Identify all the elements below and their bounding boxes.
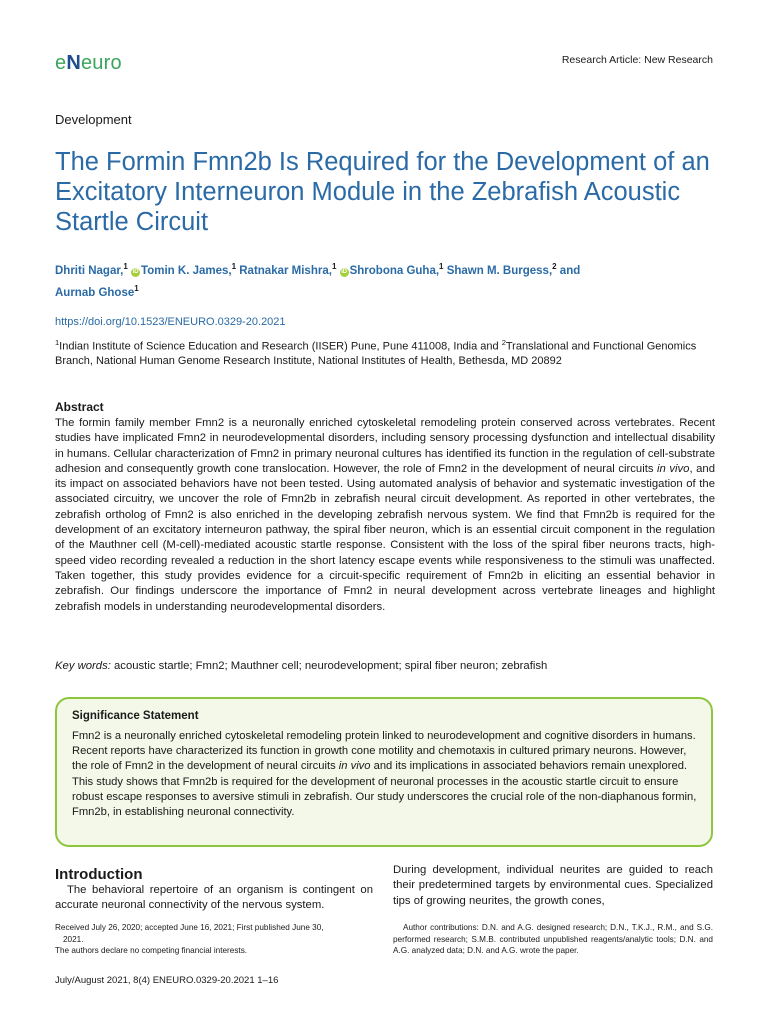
keywords-label: Key words: [55, 660, 111, 672]
significance-italic: in vivo [338, 760, 371, 773]
affiliation-marker: 1 [55, 338, 60, 347]
author-name[interactable]: Tomin K. James, [141, 264, 232, 277]
article-type: Research Article: New Research [561, 54, 713, 66]
affiliation-text: Indian Institute of Science Education and Research (IISER) Pune, Pune 411008, India and [59, 340, 502, 353]
affiliation-text: Translational and Functional Genomics Branch, National Human Genome Research Institute, National Institutes of Health, Bethesda, MD 20892 [55, 340, 697, 368]
significance-text: and its implications in associated behaviors remain unexplored. This study shows that Fmn2b is required for the development of neuronal processes in the acoustic startle circuit to ensure robust escape responses to aversive stimuli in zebrafish. Our study underscores the crucial role of the non-diaphanous formin, Fmn2b, in establishing neuronal connectivity. [72, 760, 697, 819]
affiliation-marker: 2 [501, 338, 506, 347]
abstract-text: , and its impact on associated behaviors have not been tested. Using automated analysis of behavior and systematic investigation of the associated circuitry, we uncover the role of Fmn2b in zebrafish neural circuit development. As reported in other vertebrates, the zebrafish ortholog of Fmn2 is also enriched in the developing zebrafish nervous system. We find that Fmn2b is required for the development of an excitatory interneuron pathway, the spiral fiber neuron, which is an essential circuit component in the regulation of the Mauthner cell (M-cell)-mediated acoustic startle response. Consistent with the loss of the spiral fiber neurons tracts, high-speed video recording revealed a reduction in the short latency escape events while responsiveness to the stimuli was unaffected. Taken together, this study provides evidence for a circuit-specific requirement of Fmn2b in eliciting an essential behavior in zebrafish. Our findings underscore the importance of Fmn2 in neural development across vertebrate lineages and highlight zebrafish models in understanding neurodevelopmental disorders. [55, 462, 715, 613]
author-name[interactable]: Dhriti Nagar, [55, 264, 124, 277]
abstract-italic: in vivo [657, 462, 690, 475]
journal-logo [55, 52, 122, 75]
abstract-text: The formin family member Fmn2 is a neuronally enriched cytoskeletal remodeling protein conserved across vertebrates. Recent studies have implicated Fmn2 in neurodevelopmental disorders, including sensory processing dysfunction and intellectual disability in humans. Cellular characterization of Fmn2 in primary neuronal cultures has identified its function in the regulation of cell-substrate adhesion and consequently growth cone translocation. However, the role of Fmn2 in the development of neural circuits [55, 417, 715, 475]
logo-letter-e: e [55, 52, 67, 74]
logo-letter-n: N [66, 52, 81, 74]
doi-link[interactable]: https://doi.org/10.1523/ENEURO.0329-20.2021 [55, 316, 286, 328]
received-dates-continued: 2021. [63, 934, 84, 944]
affiliation-marker: 1 [439, 262, 444, 271]
conflict-statement: The authors declare no competing financial interests. [55, 946, 248, 955]
page-footer: July/August 2021, 8(4) ENEURO.0329-20.2021 1–16 [55, 975, 279, 986]
keywords [55, 660, 715, 672]
introduction-left-column: The behavioral repertoire of an organism is contingent on accurate neuronal connectivity of the nervous system. [55, 884, 373, 912]
orcid-icon[interactable]: iD [132, 268, 139, 275]
abstract-heading: Abstract [55, 400, 104, 414]
introduction-heading: Introduction [55, 866, 143, 883]
author-contributions: Author contributions: D.N. and A.G. designed research; D.N., T.K.J., R.M., and S.G. performed research; S.M.B. contributed unpublished reagents/analytic tools; D.N. and A.G. analyzed data; D.N. and A.G. wrote the paper. [393, 923, 713, 955]
author-name[interactable]: Aurnab Ghose [55, 286, 135, 299]
received-dates: Received July 26, 2020; accepted June 16, 2021; First published June 30, [55, 923, 324, 932]
section-label: Development [55, 112, 132, 127]
author-name[interactable]: Shawn M. Burgess, [446, 264, 553, 277]
affiliation-marker: 1 [331, 262, 337, 271]
significance-heading: Significance Statement [72, 710, 199, 722]
keywords-list: acoustic startle; Fmn2; Mauthner cell; neurodevelopment; spiral fiber neuron; zebrafish [110, 660, 548, 672]
affiliation-marker: 2 [552, 262, 557, 271]
orcid-icon[interactable]: iD [341, 268, 348, 275]
author-name[interactable]: Shrobona Guha, [349, 264, 440, 277]
affiliation-marker: 1 [123, 262, 128, 271]
significance-text: Fmn2 is a neuronally enriched cytoskeletal remodeling protein linked to neurodevelopment and cognitive disorders in humans. Recent reports have characterized its function in growth cone motility and chemotaxis in cultured primary neurons. However, the role of Fmn2 in the development of neural circuits [72, 730, 696, 773]
footnote-dates [55, 922, 373, 957]
paper-title: The Formin Fmn2b Is Required for the Development of an Excitatory Interneuron Module in the Zebrafish Acoustic Startle Circuit [55, 148, 710, 236]
abstract-body [55, 416, 715, 615]
author-conjunction: and [559, 264, 581, 277]
affiliations [55, 336, 715, 369]
author-name[interactable]: Ratnakar Mishra, [239, 264, 332, 277]
affiliation-marker: 1 [231, 262, 237, 271]
affiliation-marker: 1 [134, 283, 139, 293]
author-list [55, 258, 715, 302]
significance-body [72, 729, 698, 820]
logo-text-rest: euro [80, 52, 122, 74]
introduction-right-column: During development, individual neurites are guided to reach their predetermined targets by environmental cues. Specialized tips of growing neurites, the growth cones, [393, 864, 713, 907]
